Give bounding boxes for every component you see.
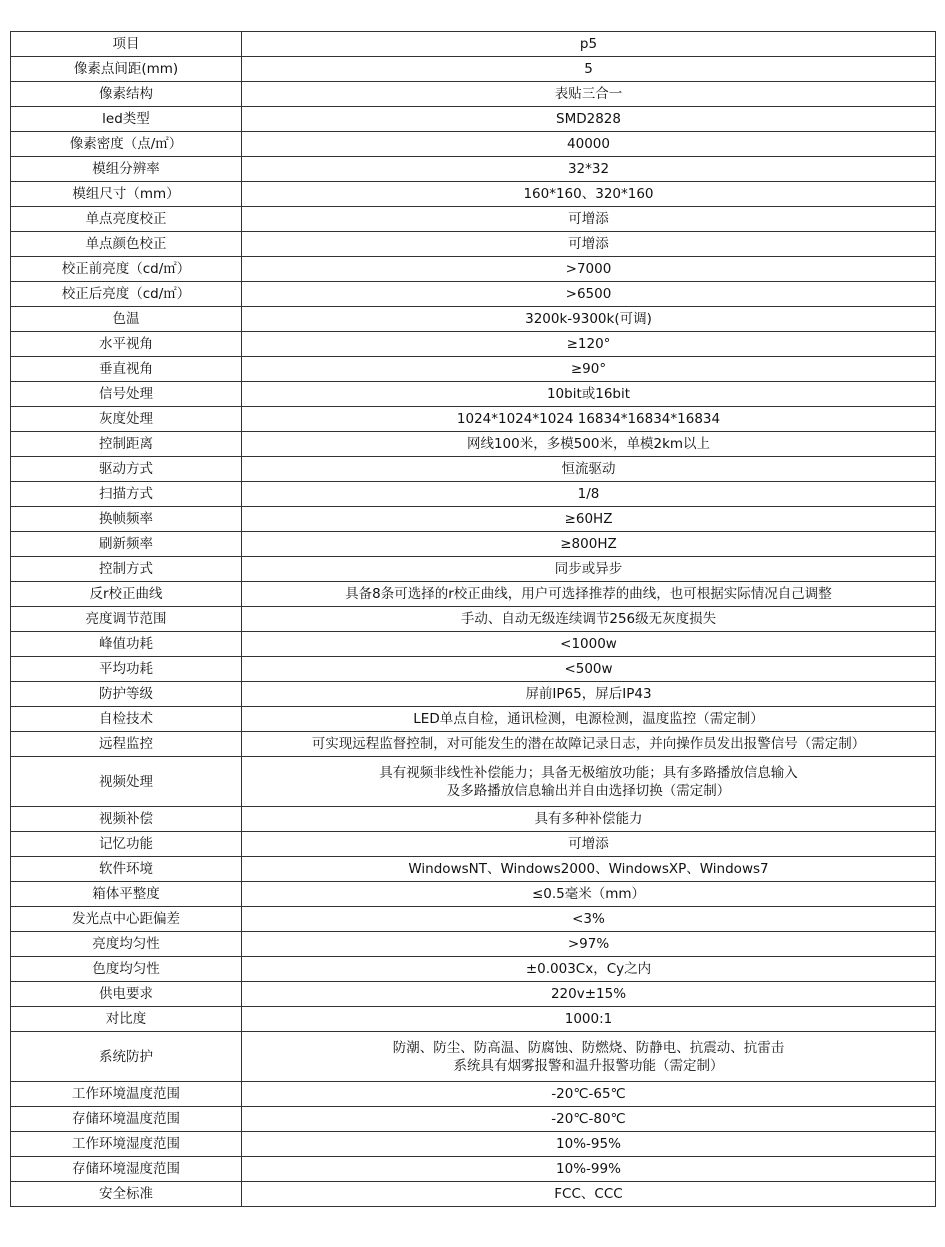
spec-label-cell: 像素点间距(mm) xyxy=(11,57,242,82)
spec-value-line: 1/8 xyxy=(577,486,600,502)
table-row xyxy=(11,682,936,707)
spec-value-cell xyxy=(242,557,936,582)
table-row xyxy=(11,1032,936,1082)
table-row xyxy=(11,832,936,857)
table-row xyxy=(11,232,936,257)
spec-value-cell xyxy=(242,1007,936,1032)
spec-label-cell: 自检技术 xyxy=(11,707,242,732)
spec-label-cell: 峰值功耗 xyxy=(11,632,242,657)
spec-value-cell xyxy=(242,632,936,657)
table-row xyxy=(11,282,936,307)
spec-value-cell xyxy=(242,1132,936,1157)
spec-value-line: 5 xyxy=(584,61,593,77)
spec-label-cell: 视频处理 xyxy=(11,757,242,807)
table-row xyxy=(11,732,936,757)
spec-value-line: <500w xyxy=(564,661,613,677)
spec-label-cell: 扫描方式 xyxy=(11,482,242,507)
spec-value-cell xyxy=(242,657,936,682)
spec-value-line: 恒流驱动 xyxy=(561,461,616,477)
spec-value-line: 10bit或16bit xyxy=(546,386,631,402)
spec-value-cell xyxy=(242,532,936,557)
spec-value-cell xyxy=(242,382,936,407)
spec-value-line: 屏前IP65，屏后IP43 xyxy=(525,686,652,702)
table-row xyxy=(11,257,936,282)
table-row xyxy=(11,932,936,957)
table-row xyxy=(11,32,936,57)
table-row xyxy=(11,1107,936,1132)
spec-value-line: ≥90° xyxy=(570,361,607,377)
table-row xyxy=(11,632,936,657)
spec-label-cell: 校正前亮度（cd/㎡） xyxy=(11,257,242,282)
spec-label-cell: 水平视角 xyxy=(11,332,242,357)
spec-value-line: 160*160、320*160 xyxy=(523,186,654,202)
spec-value-line: LED单点自检，通讯检测，电源检测，温度监控（需定制） xyxy=(413,711,764,727)
table-row xyxy=(11,107,936,132)
spec-label-cell: 垂直视角 xyxy=(11,357,242,382)
spec-value-cell xyxy=(242,82,936,107)
spec-value-cell xyxy=(242,357,936,382)
table-row xyxy=(11,432,936,457)
table-row xyxy=(11,557,936,582)
spec-label-cell: 箱体平整度 xyxy=(11,882,242,907)
table-row xyxy=(11,1007,936,1032)
spec-value-cell xyxy=(242,457,936,482)
spec-value-cell xyxy=(242,807,936,832)
spec-value-line: ≥800HZ xyxy=(560,536,617,552)
spec-label-cell: 单点亮度校正 xyxy=(11,207,242,232)
table-row xyxy=(11,957,936,982)
spec-value-line: ≥60HZ xyxy=(564,511,613,527)
spec-value-line: ±0.003Cx，Cy之内 xyxy=(525,961,652,977)
spec-value-cell xyxy=(242,682,936,707)
spec-value-line: <1000w xyxy=(560,636,617,652)
spec-label-cell: 换帧频率 xyxy=(11,507,242,532)
spec-value-cell xyxy=(242,482,936,507)
spec-value-line: 可增添 xyxy=(568,836,609,852)
spec-table-body xyxy=(11,32,936,1207)
spec-value-cell xyxy=(242,157,936,182)
spec-label-cell: 存储环境温度范围 xyxy=(11,1107,242,1132)
spec-value-line: ≤0.5毫米（mm） xyxy=(531,886,646,902)
spec-table xyxy=(10,31,936,1207)
spec-label-cell: 视频补偿 xyxy=(11,807,242,832)
spec-value-line: 可实现远程监督控制，对可能发生的潜在故障记录日志，并向操作员发出报警信号（需定制） xyxy=(311,736,866,752)
spec-label-cell: 信号处理 xyxy=(11,382,242,407)
table-row xyxy=(11,457,936,482)
spec-value-cell xyxy=(242,232,936,257)
spec-value-cell xyxy=(242,407,936,432)
spec-label-cell: 模组尺寸（mm） xyxy=(11,182,242,207)
spec-label-cell: 发光点中心距偏差 xyxy=(11,907,242,932)
spec-value-cell xyxy=(242,732,936,757)
spec-value-cell xyxy=(242,1107,936,1132)
spec-value-line: 可增添 xyxy=(568,211,609,227)
spec-label-cell: 存储环境湿度范围 xyxy=(11,1157,242,1182)
spec-label-cell: 供电要求 xyxy=(11,982,242,1007)
table-row xyxy=(11,1182,936,1207)
spec-label-cell: 记忆功能 xyxy=(11,832,242,857)
spec-value-line: 可增添 xyxy=(568,236,609,252)
spec-label-cell: 对比度 xyxy=(11,1007,242,1032)
spec-label-cell: 单点颜色校正 xyxy=(11,232,242,257)
spec-value-cell xyxy=(242,282,936,307)
spec-label-cell: 平均功耗 xyxy=(11,657,242,682)
spec-value-line: <3% xyxy=(572,911,605,927)
spec-value-line: >6500 xyxy=(565,286,612,302)
spec-value-line: >97% xyxy=(567,936,610,952)
table-row xyxy=(11,657,936,682)
table-row xyxy=(11,857,936,882)
spec-label-cell: 像素结构 xyxy=(11,82,242,107)
spec-label-cell: 模组分辨率 xyxy=(11,157,242,182)
spec-value-cell xyxy=(242,432,936,457)
table-row xyxy=(11,707,936,732)
table-row xyxy=(11,357,936,382)
table-row xyxy=(11,882,936,907)
spec-label-cell: 软件环境 xyxy=(11,857,242,882)
spec-value-cell xyxy=(242,907,936,932)
table-row xyxy=(11,582,936,607)
table-row xyxy=(11,507,936,532)
spec-value-line: 及多路播放信息输出并自由选择切换（需定制） xyxy=(446,782,731,799)
spec-value-cell xyxy=(242,182,936,207)
spec-value-line: 10%-95% xyxy=(556,1136,621,1152)
spec-value-line: 系统具有烟雾报警和温升报警功能（需定制） xyxy=(453,1057,724,1074)
spec-value-line: 具备8条可选择的r校正曲线，用户可选择推荐的曲线，也可根据实际情况自己调整 xyxy=(345,586,832,602)
spec-label-cell: 项目 xyxy=(11,32,242,57)
spec-label-cell: 系统防护 xyxy=(11,1032,242,1082)
spec-label-cell: 工作环境温度范围 xyxy=(11,1082,242,1107)
table-row xyxy=(11,182,936,207)
table-row xyxy=(11,1132,936,1157)
spec-label-cell: 远程监控 xyxy=(11,732,242,757)
spec-value-cell xyxy=(242,107,936,132)
spec-value-cell xyxy=(242,257,936,282)
spec-value-line: 10%-99% xyxy=(556,1161,621,1177)
spec-value-line: ≥120° xyxy=(566,336,611,352)
spec-label-cell: 刷新频率 xyxy=(11,532,242,557)
table-row xyxy=(11,157,936,182)
spec-value-line: 220v±15% xyxy=(550,986,627,1002)
spec-label-cell: 驱动方式 xyxy=(11,457,242,482)
spec-value-line: WindowsNT、Windows2000、WindowsXP、Windows7 xyxy=(408,861,769,877)
spec-value-line: -20℃-65℃ xyxy=(551,1086,626,1102)
table-row xyxy=(11,407,936,432)
spec-label-cell: led类型 xyxy=(11,107,242,132)
spec-label-cell: 色度均匀性 xyxy=(11,957,242,982)
table-row xyxy=(11,82,936,107)
spec-value-line: 40000 xyxy=(567,136,610,152)
table-row xyxy=(11,757,936,807)
spec-value-cell xyxy=(242,1082,936,1107)
spec-value-line: 具有多种补偿能力 xyxy=(534,811,643,827)
spec-label-cell: 反r校正曲线 xyxy=(11,582,242,607)
table-row xyxy=(11,482,936,507)
spec-value-cell xyxy=(242,57,936,82)
spec-label-cell: 防护等级 xyxy=(11,682,242,707)
spec-label-cell: 灰度处理 xyxy=(11,407,242,432)
spec-value-line: 防潮、防尘、防高温、防腐蚀、防燃烧、防静电、抗震动、抗雷击 xyxy=(392,1039,785,1056)
table-row xyxy=(11,907,936,932)
spec-label-cell: 安全标准 xyxy=(11,1182,242,1207)
spec-label-cell: 色温 xyxy=(11,307,242,332)
table-row xyxy=(11,57,936,82)
spec-label-cell: 控制方式 xyxy=(11,557,242,582)
spec-value-cell xyxy=(242,1032,936,1082)
table-row xyxy=(11,1157,936,1182)
table-row xyxy=(11,132,936,157)
table-row xyxy=(11,332,936,357)
table-row xyxy=(11,807,936,832)
spec-label-cell: 工作环境湿度范围 xyxy=(11,1132,242,1157)
spec-value-line: 网线100米，多模500米，单模2km以上 xyxy=(466,436,711,452)
spec-value-cell xyxy=(242,207,936,232)
spec-value-cell xyxy=(242,607,936,632)
spec-value-line: 表贴三合一 xyxy=(554,86,623,102)
spec-value-cell xyxy=(242,307,936,332)
table-row xyxy=(11,532,936,557)
spec-value-line: 同步或异步 xyxy=(554,561,623,577)
spec-value-cell xyxy=(242,707,936,732)
spec-value-line: p5 xyxy=(579,36,598,52)
spec-value-cell xyxy=(242,832,936,857)
spec-value-line: -20℃-80℃ xyxy=(551,1111,626,1127)
spec-value-cell xyxy=(242,982,936,1007)
spec-value-cell xyxy=(242,957,936,982)
table-row xyxy=(11,207,936,232)
spec-value-cell xyxy=(242,932,936,957)
spec-value-line: 手动、自动无级连续调节256级无灰度损失 xyxy=(460,611,717,627)
spec-value-cell xyxy=(242,332,936,357)
spec-value-cell xyxy=(242,882,936,907)
spec-value-cell xyxy=(242,1182,936,1207)
spec-value-line: 1024*1024*1024 16834*16834*16834 xyxy=(456,411,721,427)
spec-label-cell: 像素密度（点/㎡） xyxy=(11,132,242,157)
table-row xyxy=(11,382,936,407)
spec-label-cell: 亮度均匀性 xyxy=(11,932,242,957)
spec-value-cell xyxy=(242,582,936,607)
spec-value-line: >7000 xyxy=(565,261,612,277)
spec-value-cell xyxy=(242,757,936,807)
spec-label-cell: 控制距离 xyxy=(11,432,242,457)
table-row xyxy=(11,607,936,632)
spec-value-line: 3200k-9300k(可调) xyxy=(525,311,652,327)
spec-value-cell xyxy=(242,132,936,157)
spec-value-line: 1000:1 xyxy=(564,1011,613,1027)
spec-value-line: SMD2828 xyxy=(556,111,621,127)
spec-label-cell: 亮度调节范围 xyxy=(11,607,242,632)
spec-value-cell xyxy=(242,857,936,882)
spec-value-line: 32*32 xyxy=(567,161,610,177)
spec-value-line: FCC、CCC xyxy=(554,1186,623,1202)
table-row xyxy=(11,982,936,1007)
spec-value-cell xyxy=(242,32,936,57)
table-row xyxy=(11,307,936,332)
spec-value-cell xyxy=(242,507,936,532)
spec-value-cell xyxy=(242,1157,936,1182)
spec-label-cell: 校正后亮度（cd/㎡） xyxy=(11,282,242,307)
spec-value-line: 具有视频非线性补偿能力；具备无极缩放功能；具有多路播放信息输入 xyxy=(379,764,798,781)
table-row xyxy=(11,1082,936,1107)
